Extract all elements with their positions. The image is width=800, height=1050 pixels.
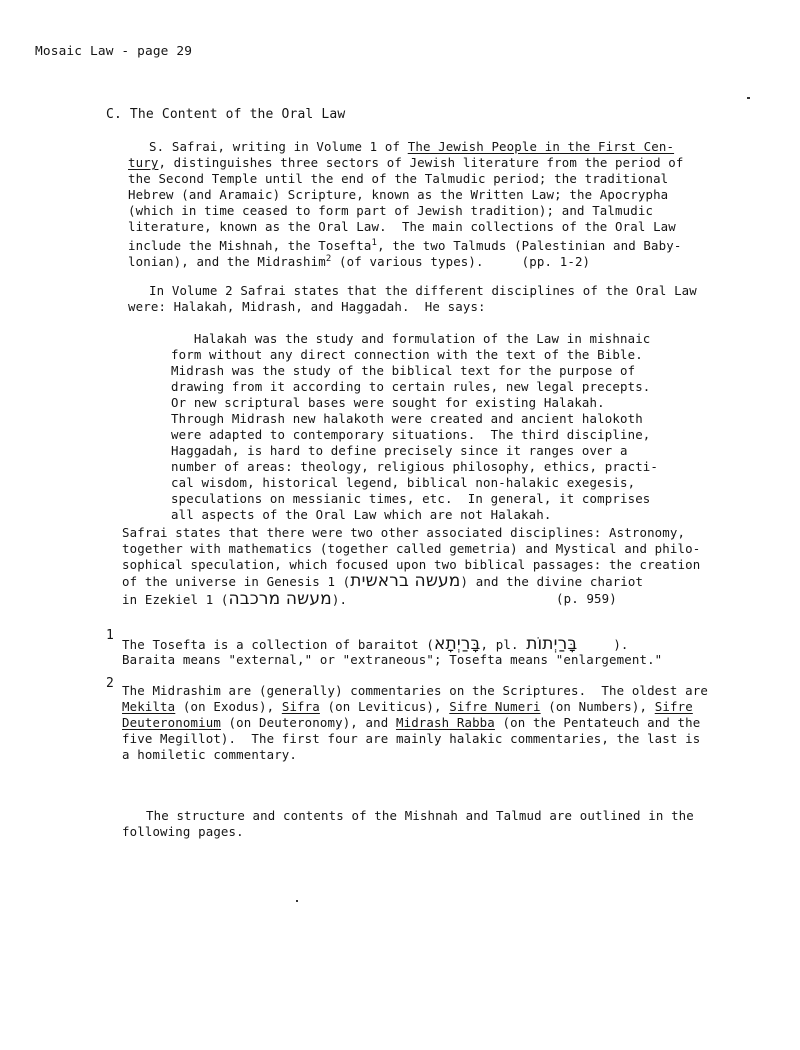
scan-speck	[747, 97, 750, 99]
footnote-text: , pl.	[480, 637, 527, 652]
page-citation: (p. 959)	[556, 591, 617, 606]
para1-line-3: the Second Temple until the end of the Talmudic period; the traditional	[128, 171, 669, 186]
footnote-2-number: 2	[106, 676, 114, 691]
para3-text: ) and the divine chariot	[460, 574, 644, 589]
para1-text: , the two Talmuds (Palestinian and Baby-	[377, 238, 682, 253]
quote-line-12: all aspects of the Oral Law which are not Halakah.	[171, 507, 552, 522]
section-heading: C. The Content of the Oral Law	[106, 107, 346, 122]
para3-line-4	[122, 573, 643, 590]
quote-line-11: speculations on messianic times, etc. In general, it comprises	[171, 491, 651, 506]
footnote-ref-1: 1	[371, 238, 378, 248]
quote-line-5: Or new scriptural bases were sought for existing Halakah.	[171, 395, 605, 410]
quote-line-2: form without any direct connection with the text of the Bible.	[171, 347, 643, 362]
para3-line-3: sophical speculation, which focused upon two biblical passages: the creation	[122, 557, 701, 572]
para1-line-8	[128, 251, 590, 270]
para1-text: include the Mishnah, the Tosefta	[128, 238, 372, 253]
footnote-text: The Tosefta is a collection of baraitot (	[122, 637, 435, 652]
footnote-1-number: 1	[106, 628, 114, 643]
para3-text: of the universe in Genesis 1 (	[122, 574, 351, 589]
footnote-text: (on Leviticus),	[319, 699, 450, 714]
para3-text: in Ezekiel 1 (	[122, 592, 229, 607]
para2-line-2: were: Halakah, Midrash, and Haggadah. He says:	[128, 299, 486, 314]
para1-line-4: Hebrew (and Aramaic) Scripture, known as the Written Law; the Apocrypha	[128, 187, 669, 202]
scan-speck	[296, 900, 298, 902]
footnote-ref-2: 2	[325, 254, 332, 264]
para3-line-2: together with mathematics (together called gemetria) and Mystical and philo-	[122, 541, 701, 556]
footnote-text: (on Exodus),	[175, 699, 282, 714]
para1-text: (of various types). (pp. 1-2)	[331, 254, 591, 269]
quote-line-4: drawing from it according to certain rules, new legal precepts.	[171, 379, 651, 394]
para3-text: ).	[331, 592, 348, 607]
title-midrash-rabba: Midrash Rabba	[395, 715, 495, 730]
footnote-text: (on the Pentateuch and the	[494, 715, 701, 730]
footnote-2-line-2	[122, 699, 693, 715]
quote-line-6: Through Midrash new halakoth were created and ancient halokoth	[171, 411, 643, 426]
quote-line-10: cal wisdom, historical legend, biblical non-halakic exegesis,	[171, 475, 636, 490]
title-mekilta: Mekilta	[122, 699, 176, 714]
book-title-end: tury	[128, 155, 159, 170]
quote-line-1: Halakah was the study and formulation of the Law in mishnaic	[171, 331, 651, 346]
hebrew-maaseh-merkavah: מעשה מרכבה	[228, 589, 332, 609]
page-header: Mosaic Law - page 29	[35, 44, 193, 59]
quote-line-3: Midrash was the study of the biblical text for the purpose of	[171, 363, 636, 378]
para1-text: , distinguishes three sectors of Jewish literature from the period of	[158, 155, 684, 170]
closing-line-2: following pages.	[122, 824, 244, 839]
para1-line-6: literature, known as the Oral Law. The main collections of the Oral Law	[128, 219, 676, 234]
footnote-text: (on Deuteronomy), and	[220, 715, 396, 730]
hebrew-baraita: בָּרַיְתָא	[434, 634, 481, 654]
quote-line-8: Haggadah, is hard to define precisely since it ranges over a	[171, 443, 628, 458]
para3-line-5	[122, 591, 347, 608]
para1-line-2	[128, 155, 684, 171]
footnote-1-line-1	[122, 636, 629, 653]
para2-line-1: In Volume 2 Safrai states that the different disciplines of the Oral Law	[149, 283, 697, 298]
title-sifra: Sifra	[281, 699, 320, 714]
hebrew-maaseh-bereshit: מעשה בראשית	[350, 571, 461, 591]
quote-line-9: number of areas: theology, religious philosophy, ethics, practi-	[171, 459, 659, 474]
footnote-2-line-1: The Midrashim are (generally) commentaries on the Scriptures. The oldest are	[122, 683, 708, 698]
hebrew-baraitot: בָּרַיְתוֹת	[526, 634, 578, 654]
footnote-text: ).	[613, 637, 629, 652]
title-sifre-numeri: Sifre Numeri	[449, 699, 541, 714]
para1-line-1	[149, 139, 674, 155]
title-deuteronomium: Deuteronomium	[122, 715, 221, 730]
para3-line-1: Safrai states that there were two other associated disciplines: Astronomy,	[122, 525, 686, 540]
closing-line-1: The structure and contents of the Mishnah and Talmud are outlined in the	[146, 808, 694, 823]
footnote-1-line-2: Baraita means "external," or "extraneous"; Tosefta means "enlargement."	[122, 652, 663, 667]
footnote-text: (on Numbers),	[540, 699, 655, 714]
para1-text: S. Safrai, writing in Volume 1 of	[149, 139, 408, 154]
para1-line-5: (which in time ceased to form part of Jewish tradition); and Talmudic	[128, 203, 654, 218]
footnote-2-line-4: five Megillot). The first four are mainly halakic commentaries, the last is	[122, 731, 701, 746]
title-sifre: Sifre	[654, 699, 693, 714]
book-title: The Jewish People in the First Cen-	[407, 139, 675, 154]
para1-text: lonian), and the Midrashim	[128, 254, 326, 269]
footnote-2-line-3	[122, 715, 700, 731]
quote-line-7: were adapted to contemporary situations. The third discipline,	[171, 427, 651, 442]
footnote-2-line-5: a homiletic commentary.	[122, 747, 298, 762]
